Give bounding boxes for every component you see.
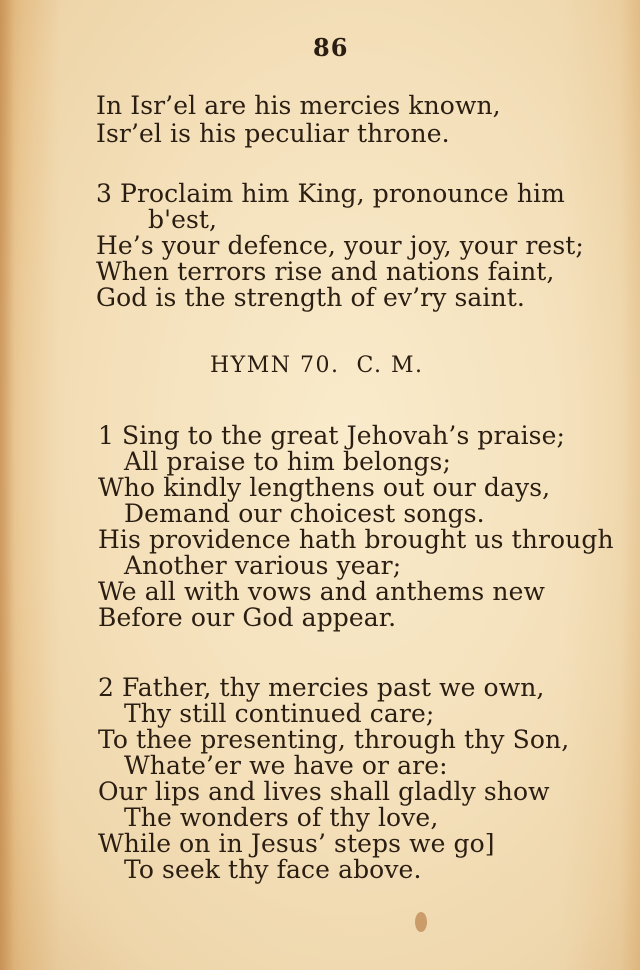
- verse-line: The wonders of thy love,: [124, 803, 439, 832]
- verse-line: Another various year;: [124, 551, 402, 580]
- verse-line: Isr’el is his peculiar throne.: [96, 119, 450, 148]
- verse-line: To seek thy face above.: [124, 855, 422, 884]
- verse-line: b'est,: [148, 205, 218, 234]
- verse-line: His providence hath brought us through: [98, 525, 614, 554]
- verse-line: While on in Jesus’ steps we go]: [98, 829, 495, 858]
- verse-line: Demand our choicest songs.: [124, 499, 485, 528]
- page-edge-shading: [0, 0, 14, 970]
- verse-line: Whate’er we have or are:: [124, 751, 448, 780]
- verse-line: Our lips and lives shall gladly show: [98, 777, 550, 806]
- verse-line: Who kindly lengthens out our days,: [98, 473, 551, 502]
- verse-line: 3 Proclaim him King, pronounce him: [96, 179, 565, 208]
- verse-line: Before our God appear.: [98, 603, 397, 632]
- verse-line: To thee presenting, through thy Son,: [98, 725, 570, 754]
- verse-line: Thy still continued care;: [124, 699, 435, 728]
- verse-line: All praise to him belongs;: [124, 447, 452, 476]
- verse-line: 1 Sing to the great Jehovah’s praise;: [98, 421, 566, 450]
- page-number: 86: [313, 33, 349, 62]
- verse-line: 2 Father, thy mercies past we own,: [98, 673, 545, 702]
- verse-line: In Isr’el are his mercies known,: [96, 91, 501, 120]
- hymn-heading: HYMN 70. C. M.: [210, 353, 424, 378]
- verse-line: We all with vows and anthems new: [98, 577, 545, 606]
- verse-line: God is the strength of ev’ry saint.: [96, 283, 525, 312]
- ink-stain: [415, 912, 427, 932]
- verse-line: He’s your defence, your joy, your rest;: [96, 231, 584, 260]
- verse-line: When terrors rise and nations faint,: [96, 257, 555, 286]
